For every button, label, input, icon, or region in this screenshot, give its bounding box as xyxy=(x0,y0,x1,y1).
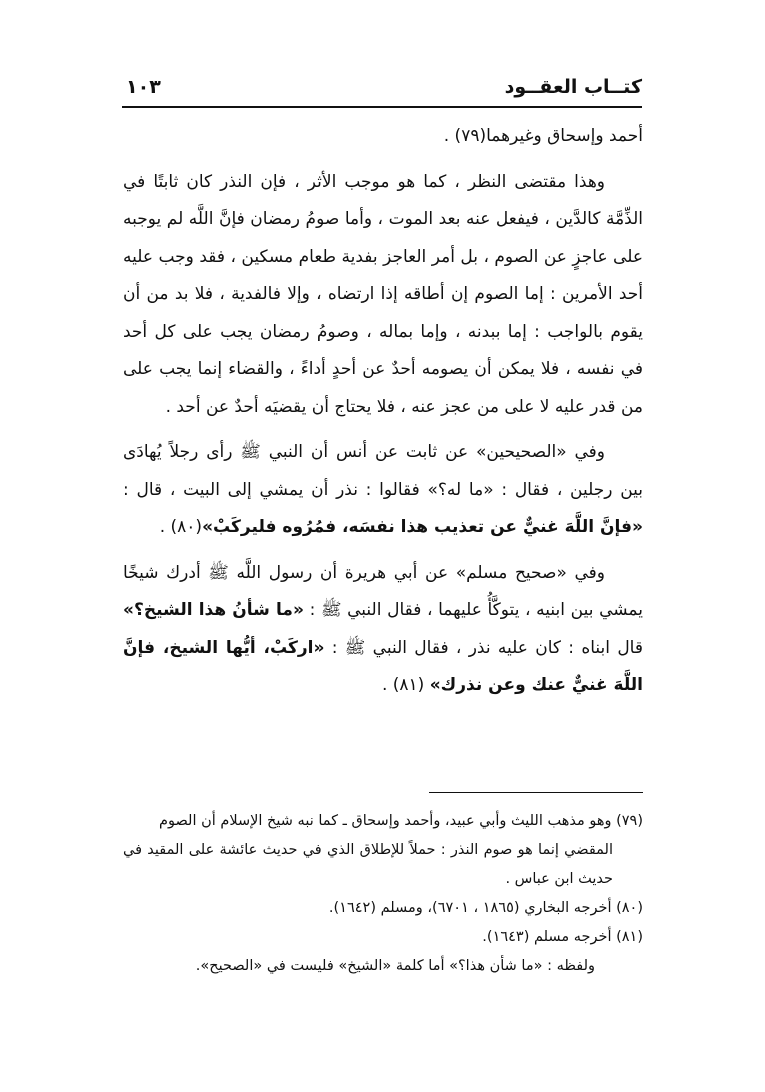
footnote-81: (٨١) أخرجه مسلم (١٦٤٣). xyxy=(482,929,643,945)
hadith-quote: «اركَبْ، أيُّها الشيخ، فإنَّ اللَّهَ غنيٌّ عنك وعن نذرك» xyxy=(123,637,643,695)
paragraph-3-text: وفي «الصحيحين» عن ثابت عن أنس أن النبي ﷺ رأى رجلاً يُهادَى بين رجلين ، فقال : «ما له؟» فقالوا : نذر أن يمشي إلى البيت ، قال : xyxy=(123,442,643,500)
paragraph-4-text-2: قال ابناه : كان عليه نذر ، فقال النبي ﷺ : xyxy=(324,637,643,658)
footnote-80: (٨٠) أخرجه البخاري (١٨٦٥ ، ٦٧٠١)، ومسلم (١٦٤٢). xyxy=(328,900,643,916)
footnote-79: (٧٩) وهو مذهب الليث وأبي عبيد، وأحمد وإسحاق ـ كما نبه شيخ الإسلام أن الصوم xyxy=(158,813,643,829)
footnote-ref-81: (٨١) . xyxy=(381,675,430,695)
hadith-quote: «ما شأنُ هذا الشيخ؟» xyxy=(123,600,304,620)
paragraph-1: أحمد وإسحاق وغيرهما(٧٩) . xyxy=(443,126,643,146)
hadith-quote: «فإنَّ اللَّهَ غنيٌّ عن تعذيب هذا نفسَه، فمُرُوه فليركَبْ» xyxy=(202,517,643,537)
paragraph-4 xyxy=(123,555,643,705)
running-title: كتــاب العقــود xyxy=(504,76,642,98)
paragraph-4-text: وفي «صحيح مسلم» عن أبي هريرة أن رسول اللَّه ﷺ أدرك شيخًا يمشي بين ابنيه ، يتوكَّأُ عليهما ، فقال النبي ﷺ : xyxy=(123,562,643,620)
footnote-separator xyxy=(429,792,643,793)
page-number: ١٠٣ xyxy=(126,76,161,98)
footnotes xyxy=(123,807,643,981)
page-header xyxy=(122,76,642,108)
footnote-81-note: ولفظه : «ما شأن هذا؟» أما كلمة «الشيخ» فليست في «الصحيح». xyxy=(195,958,595,974)
footnote-ref-80: (٨٠) . xyxy=(159,517,203,537)
paragraph-3 xyxy=(123,434,643,547)
footnote-79-continued: المقضي إنما هو صوم النذر : حملاً للإطلاق الذي في حديث عائشة على المقيد في حديث ابن عباس . xyxy=(123,842,613,887)
main-text xyxy=(123,118,643,705)
paragraph-2: وهذا مقتضى النظر ، كما هو موجب الأثر ، فإن النذر كان ثابتًا في الذِّمَّة كالدَّين ، فيفعل عنه بعد الموت ، وأما صومُ رمضان فإنَّ اللَّه لم يوجبه على عاجزٍ عن الصوم ، بل أمر العاجز بفدية طعام مسكين ، فقد وجب عليه أحد الأمرين : إما الصوم إن أطاقه إذا ارتضاه ، وإلا فالفدية ، فلا بد من أن يقوم بالواجب : إما ببدنه ، وإما بماله ، وصومُ رمضان يجب على كل أحد في نفسه ، فلا يمكن أن يصومه أحدٌ عن أحدٍ أداءً ، والقضاء إنما يجب على من قدر عليه لا على من عجز عنه ، فلا يحتاج أن يقضيَه أحدٌ عن أحد . xyxy=(123,171,643,417)
